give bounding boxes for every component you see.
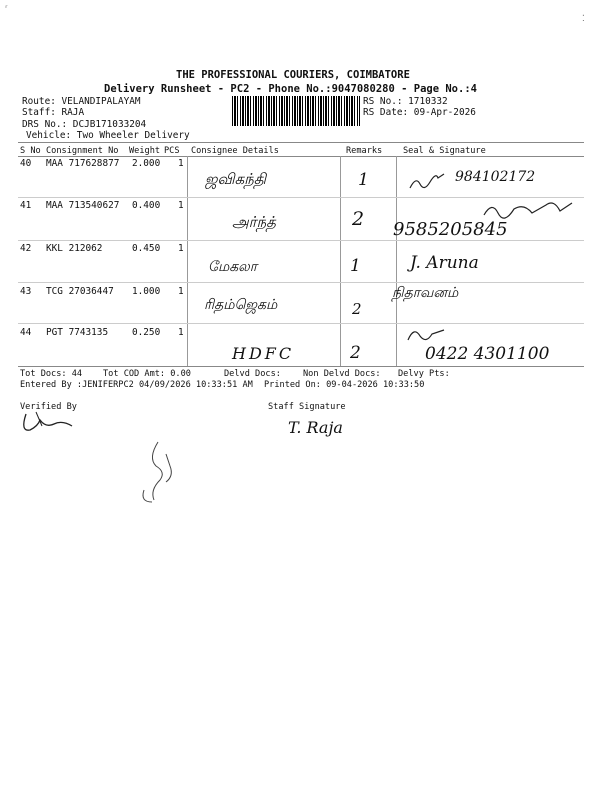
signature-scribble bbox=[480, 197, 576, 221]
row-sno: 42 bbox=[20, 243, 32, 254]
total-docs: Tot Docs: 44 bbox=[20, 369, 83, 379]
verified-by-label: Verified By bbox=[20, 402, 77, 412]
corner-mark-right: ⁚ bbox=[582, 14, 585, 24]
row-pcs: 1 bbox=[178, 158, 184, 169]
row-divider bbox=[18, 240, 584, 241]
consignee-handwriting: ஜவிகந்தி bbox=[205, 170, 267, 188]
col-consignee: Consignee Details bbox=[191, 146, 279, 156]
signature-scribble bbox=[404, 324, 450, 346]
row-pcs: 1 bbox=[178, 200, 184, 211]
col-divider bbox=[187, 156, 188, 366]
table-bottom-line bbox=[18, 366, 584, 367]
vehicle-text: Vehicle: Two Wheeler Delivery bbox=[26, 130, 190, 141]
drs-number: DRS No.: DCJB171033204 bbox=[22, 119, 147, 130]
seal-handwriting: 9585205845 bbox=[393, 219, 508, 240]
signature-scribble bbox=[408, 170, 454, 192]
route-text: Route: VELANDIPALAYAM bbox=[22, 96, 141, 107]
remark-handwriting: 1 bbox=[350, 256, 361, 276]
row-divider bbox=[18, 282, 584, 283]
row-divider bbox=[18, 323, 584, 324]
table-header-bottom-line bbox=[18, 156, 584, 157]
row-sno: 43 bbox=[20, 286, 32, 297]
scribble-mark bbox=[136, 436, 188, 506]
row-weight: 0.250 bbox=[132, 327, 161, 338]
verified-signature bbox=[16, 408, 78, 436]
seal-handwriting: நிதாவனம் bbox=[392, 285, 459, 301]
row-weight: 0.400 bbox=[132, 200, 161, 211]
row-sno: 44 bbox=[20, 327, 32, 338]
row-sno: 41 bbox=[20, 200, 32, 211]
entered-by: Entered By :JENIFERPC2 04/09/2026 10:33:51 AM bbox=[20, 380, 253, 390]
col-divider bbox=[340, 156, 341, 366]
remark-handwriting: 2 bbox=[352, 208, 365, 230]
rs-number: RS No.: 1710332 bbox=[363, 96, 448, 107]
consignee-handwriting: அர்ந்த் bbox=[232, 213, 276, 231]
row-pcs: 1 bbox=[178, 327, 184, 338]
rs-date: RS Date: 09-Apr-2026 bbox=[363, 107, 476, 118]
consignee-handwriting: ரிதம்ஜெகம் bbox=[204, 297, 278, 313]
col-seal: Seal & Signature bbox=[403, 146, 486, 156]
staff-text: Staff: RAJA bbox=[22, 107, 85, 118]
row-consignment: TCG 27036447 bbox=[46, 286, 114, 297]
remark-handwriting: 2 bbox=[352, 300, 362, 318]
col-divider bbox=[396, 156, 397, 366]
row-weight: 2.000 bbox=[132, 158, 161, 169]
non-delivered-docs: Non Delvd Docs: bbox=[303, 369, 381, 379]
barcode bbox=[232, 96, 360, 126]
runsheet-title: Delivery Runsheet - PC2 - Phone No.:9047080280 - Page No.:4 bbox=[104, 83, 477, 95]
total-cod: Tot COD Amt: 0.00 bbox=[103, 369, 191, 379]
delivery-points: Delvy Pts: bbox=[398, 369, 450, 379]
row-pcs: 1 bbox=[178, 286, 184, 297]
row-pcs: 1 bbox=[178, 243, 184, 254]
table-header-top-line bbox=[18, 142, 584, 143]
printed-on: Printed On: 09-04-2026 10:33:50 bbox=[264, 380, 425, 390]
row-consignment: KKL 212062 bbox=[46, 243, 103, 254]
row-consignment: MAA 713540627 bbox=[46, 200, 120, 211]
remark-handwriting: 1 bbox=[358, 170, 369, 190]
row-sno: 40 bbox=[20, 158, 32, 169]
consignee-handwriting: HDFC bbox=[232, 344, 295, 363]
col-weight: Weight bbox=[129, 146, 161, 156]
remark-handwriting: 2 bbox=[350, 343, 361, 363]
col-remarks: Remarks bbox=[346, 146, 383, 156]
seal-handwriting: J. Aruna bbox=[410, 253, 479, 273]
company-title: THE PROFESSIONAL COURIERS, COIMBATORE bbox=[176, 69, 410, 81]
seal-handwriting: 0422 4301100 bbox=[425, 344, 550, 364]
row-consignment: MAA 717628877 bbox=[46, 158, 120, 169]
row-weight: 1.000 bbox=[132, 286, 161, 297]
staff-signature-label: Staff Signature bbox=[268, 402, 346, 412]
row-weight: 0.450 bbox=[132, 243, 161, 254]
corner-mark-left: ʳ bbox=[4, 4, 10, 14]
delivered-docs: Delvd Docs: bbox=[224, 369, 281, 379]
staff-signature: T. Raja bbox=[288, 418, 343, 437]
col-pcs: PCS bbox=[164, 146, 180, 156]
row-consignment: PGT 7743135 bbox=[46, 327, 109, 338]
col-consignment: Consignment No bbox=[46, 146, 119, 156]
seal-handwriting: 984102172 bbox=[455, 169, 536, 185]
consignee-handwriting: மேகலா bbox=[208, 259, 258, 275]
col-sno: S No bbox=[20, 146, 41, 156]
